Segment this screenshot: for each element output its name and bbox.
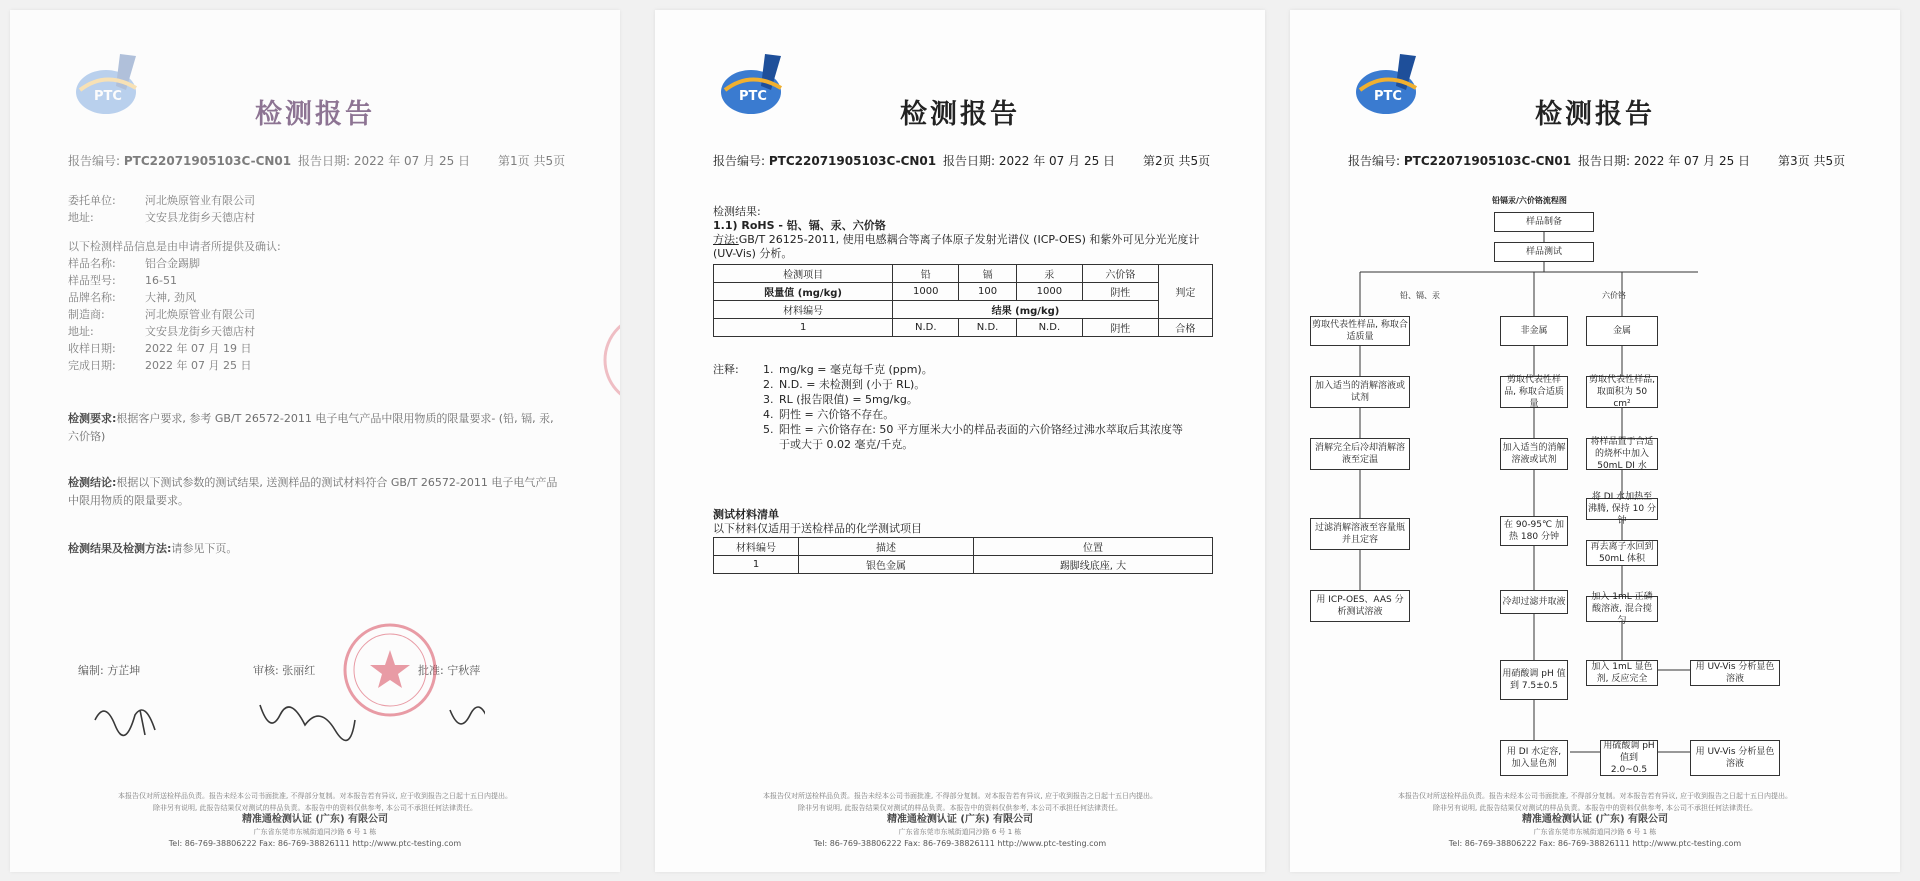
approver-label: 批准: 宁秋萍 xyxy=(418,664,481,677)
table-row: 1 银色金属 踢脚线底座, 大 xyxy=(714,556,1213,574)
step-sample-prep: 样品制备 xyxy=(1494,212,1594,232)
material-table: 材料编号 描述 位置 1 银色金属 踢脚线底座, 大 xyxy=(713,537,1213,574)
step-m6: 加入 1mL 显色剂, 反应完全 xyxy=(1586,660,1658,686)
material-list-subtitle: 以下材料仅适用于送检样品的化学测试项目 xyxy=(713,522,922,535)
report-meta: 报告编号: PTC22071905103C-CN01 报告日期: 2022 年 07 月 25 日 第1页 共5页 xyxy=(68,154,566,168)
report-title: 检测报告 xyxy=(900,99,1020,130)
material-list-title: 测试材料清单 xyxy=(713,508,779,521)
step-n2: 加入适当的消解溶液或试剂 xyxy=(1500,438,1568,470)
sample-info: 以下检测样品信息是由申请者所提供及确认: 样品名称: 铝合金踢脚 样品型号: 16-51 品牌名称: 大神, 劲风 制造商: 河北焕原管业有限公司 地址: 文安县龙街乡天德店村 收样日期: 2022 年 07 月 19 日 完成日期: 2022 年 07 月 25 日 xyxy=(68,240,281,372)
page-number: 第2页 共5页 xyxy=(1143,154,1211,168)
flowchart-title: 铅镉汞/六价铬流程图 xyxy=(1492,196,1567,205)
report-page-2 xyxy=(655,10,1265,872)
svg-text:PTC: PTC xyxy=(94,89,122,104)
report-title: 检测报告 xyxy=(1535,99,1655,130)
page-footer: 本报告仅对所送检样品负责。报告未经本公司书面批准, 不得部分复制。对本报告若有异议, 应于收到报告之日起十五日内提出。 除非另有说明, 此报告结果仅对测试的样品负责。本报告中的资料仅供参考, 本公司不承担任何法律责任。 精准通检测认证 (广东) 有限公司 广东省东莞市东城街道同沙路 6 号 1 栋 Tel: 86-769-38806222 Fax: 86-769-38826111 http://www.ptc-testing.com xyxy=(763,792,1157,848)
step-m2: 将样品置于合适的烧杯中加入 50mL DI 水 xyxy=(1586,438,1658,470)
branch-left-label: 铅、镉、汞 xyxy=(1400,291,1440,300)
report-page-3 xyxy=(1290,10,1900,872)
client-info: 委托单位: 河北焕原管业有限公司 地址: 文安县龙街乡天德店村 xyxy=(68,194,255,224)
seal-edge-icon xyxy=(590,310,620,410)
reviewer-label: 审核: 张丽红 xyxy=(253,664,316,677)
results-table: 检测项目 铅 镉 汞 六价铬 判定 限量值 (mg/kg) 1000 100 1000 阴性 材料编号 结果 (mg/kg) 1 N.D. N.D. N.D. 阴性 合格 xyxy=(713,264,1213,337)
step-metal: 金属 xyxy=(1586,316,1658,346)
report-title: 检测报告 xyxy=(255,99,375,130)
step-n5: 用硝酸调 pH 值到 7.5±0.5 xyxy=(1500,660,1568,700)
step-l5: 用 ICP-OES、AAS 分析测试溶液 xyxy=(1310,590,1410,622)
step-m4: 再去离子水回到 50mL 体积 xyxy=(1586,540,1658,566)
test-requirement: 检测要求:根据客户要求, 参考 GB/T 26572-2011 电子电气产品中限用物质的限量要求- (铅, 镉, 汞, 六价铬) xyxy=(68,412,554,443)
step-m5: 加入 1mL 正磷酸溶液, 混合搅匀 xyxy=(1586,596,1658,622)
step-l3: 消解完全后冷却消解溶液至定温 xyxy=(1310,438,1410,470)
red-stamp-icon xyxy=(340,620,440,720)
step-sample-test: 样品测试 xyxy=(1494,242,1594,262)
step-nonmetal: 非金属 xyxy=(1500,316,1568,346)
step-l4: 过滤消解溶液至容量瓶并且定容 xyxy=(1310,518,1410,550)
step-m1: 剪取代表性样品, 取面积为 50 cm² xyxy=(1586,376,1658,408)
step-n3: 在 90-95℃ 加热 180 分钟 xyxy=(1500,516,1568,546)
notes-list: 注释: 1. mg/kg = 毫克每千克 (ppm)。 2. N.D. = 未检测到 (小于 RL)。 3. RL (报告限值) = 5mg/kg。 4. 阴性 = 六价铬不存在。 5. 阳性 = 六价铬存在: 50 平方厘米大小的样品表面的六价铬经过沸水萃取后其浓度等于或大于 0.02 毫克/千克。 xyxy=(713,363,1183,451)
svg-text:PTC: PTC xyxy=(739,89,767,104)
svg-text:PTC: PTC xyxy=(1374,89,1402,104)
step-l1: 剪取代表性样品, 称取合适质量 xyxy=(1310,316,1410,346)
step-p1: 用硫酸调 pH 值到 2.0~0.5 xyxy=(1600,740,1658,776)
report-page-1 xyxy=(10,10,620,872)
method-text: 方法:GB/T 26125-2011, 使用电感耦合等离子体原子发射光谱仪 (ICP-OES) 和紫外可见分光光度计 (UV-Vis) 分析。 xyxy=(713,233,1200,260)
result-header: 检测结果: xyxy=(713,205,761,218)
report-meta: 报告编号: PTC22071905103C-CN01 报告日期: 2022 年 07 月 25 日 第3页 共5页 xyxy=(1348,154,1846,168)
page-number: 第1页 共5页 xyxy=(498,154,566,168)
step-n4: 冷却过滤并取液 xyxy=(1500,590,1568,614)
step-m3: 将 DI 水加热至沸腾, 保持 10 分钟 xyxy=(1586,498,1658,520)
test-results-ref: 检测结果及检测方法:请参见下页。 xyxy=(68,542,238,555)
page-footer: 本报告仅对所送检样品负责。报告未经本公司书面批准, 不得部分复制。对本报告若有异议, 应于收到报告之日起十五日内提出。 除非另有说明, 此报告结果仅对测试的样品负责。本报告中的资料仅供参考, 本公司不承担任何法律责任。 精准通检测认证 (广东) 有限公司 广东省东莞市东城街道同沙路 6 号 1 栋 Tel: 86-769-38806222 Fax: 86-769-38826111 http://www.ptc-testing.com xyxy=(118,792,512,848)
table-row: 1 N.D. N.D. N.D. 阴性 合格 xyxy=(714,319,1213,337)
step-p2: 用 UV-Vis 分析显色溶液 xyxy=(1690,740,1780,776)
page-number: 第3页 共5页 xyxy=(1778,154,1846,168)
step-m7: 用 UV-Vis 分析显色溶液 xyxy=(1690,660,1780,686)
report-meta: 报告编号: PTC22071905103C-CN01 报告日期: 2022 年 07 月 25 日 第2页 共5页 xyxy=(713,154,1211,168)
branch-right-label: 六价铬 xyxy=(1602,291,1626,300)
test-conclusion: 检测结论:根据以下测试参数的测试结果, 送测样品的测试材料符合 GB/T 26572-2011 电子电气产品中限用物质的限量要求。 xyxy=(68,476,558,507)
page-footer: 本报告仅对所送检样品负责。报告未经本公司书面批准, 不得部分复制。对本报告若有异议, 应于收到报告之日起十五日内提出。 除非另有说明, 此报告结果仅对测试的样品负责。本报告中的资料仅供参考, 本公司不承担任何法律责任。 精准通检测认证 (广东) 有限公司 广东省东莞市东城街道同沙路 6 号 1 栋 Tel: 86-769-38806222 Fax: 86-769-38826111 http://www.ptc-testing.com xyxy=(1398,792,1792,848)
section-title: 1.1) RoHS - 铅、镉、汞、六价铬 xyxy=(713,219,886,232)
step-l2: 加入适当的消解溶液或试剂 xyxy=(1310,376,1410,408)
editor-label: 编制: 方芷坤 xyxy=(78,664,141,677)
step-n1: 剪取代表性样品, 称取合适质量 xyxy=(1500,376,1568,408)
step-n6: 用 DI 水定容, 加入显色剂 xyxy=(1500,740,1568,776)
